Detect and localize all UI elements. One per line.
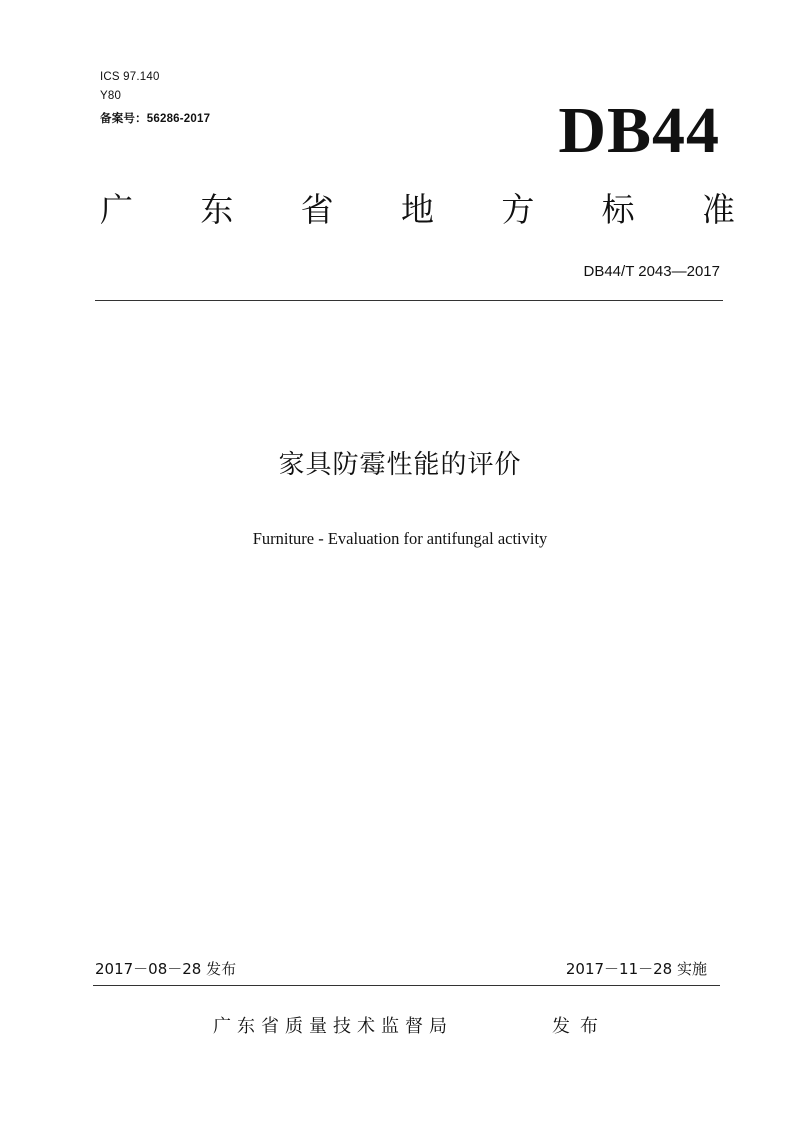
standard-type-char: 东 [200, 190, 234, 229]
issuing-authority: 广东省质量技术监督局 [213, 1016, 453, 1037]
standard-number: DB44/T 2043—2017 [583, 263, 720, 280]
issuer-action: 发布 [552, 1016, 608, 1037]
standard-type-char: 准 [701, 190, 735, 229]
header-divider [95, 300, 723, 301]
document-title-english: Furniture - Evaluation for antifungal activity [252, 529, 548, 548]
issue-date: 2017－08－28 发布 [95, 960, 237, 978]
implementation-date: 2017－11－28 实施 [565, 960, 707, 978]
standard-type-char: 方 [501, 190, 535, 229]
ics-code: ICS 97.140 [100, 71, 160, 83]
document-title-chinese: 家具防霉性能的评价 [278, 450, 522, 480]
footer-divider [93, 985, 720, 986]
classification-code: Y80 [100, 90, 122, 102]
standard-type-char: 地 [400, 190, 434, 229]
standard-type-title [100, 190, 735, 230]
filing-number: 备案号：56286-2017 [100, 113, 211, 125]
standard-type-char: 省 [300, 190, 334, 229]
standard-type-char: 广 [100, 190, 133, 229]
standard-type-char: 标 [601, 190, 635, 229]
standard-logo: DB44 [558, 94, 720, 167]
